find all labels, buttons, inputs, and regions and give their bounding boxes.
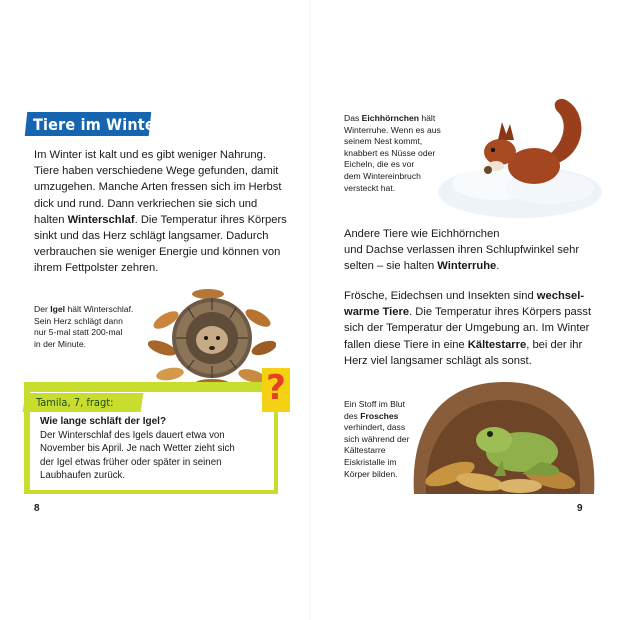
caption-line: Eicheln, die es vor: [344, 159, 415, 170]
caption-line: nur 5-mal statt 200-mal: [34, 327, 123, 338]
text-span: Der: [34, 304, 51, 314]
text-span: hält Winterschlaf.: [65, 304, 134, 314]
term-wechselwarm: wechsel-: [536, 290, 585, 302]
answer-line: Laubhaufen zurück.: [40, 470, 126, 482]
caption-line: Ein Stoff im Blut: [344, 399, 405, 409]
intro-line: [34, 212, 306, 228]
paragraph-winterruhe: [344, 226, 616, 275]
answer-line: Der Winterschlaf des Igels dauert etwa von: [40, 430, 225, 441]
text-span: Das: [344, 113, 362, 123]
hedgehog-illustration: [148, 288, 276, 388]
intro-line: verbrauchen sie weniger Energie und können von: [34, 246, 281, 259]
caption-line: sich während der: [344, 433, 410, 444]
text-span: . Die Temperatur ihres Körpers passt: [409, 306, 592, 319]
term-frosch: Frosches: [360, 410, 399, 421]
text-span: selten – sie halten: [344, 260, 438, 273]
answer-line: November bis April. Je nach Wetter zieht sich: [40, 443, 235, 455]
hedgehog-caption: [34, 304, 146, 350]
caption-line: [344, 113, 448, 125]
caption-line: [344, 411, 416, 423]
text-span: Frösche, Eidechsen und Insekten sind: [344, 290, 537, 302]
caption-line: seinem Nest kommt,: [344, 136, 423, 147]
term-winterschlaf: Winterschlaf: [67, 213, 135, 226]
caption-line: Eiskristalle im: [344, 456, 397, 467]
question-mark-icon: ?: [266, 368, 286, 408]
answer-line: der Igel etwas früher oder später in seinen: [40, 456, 222, 468]
text-line: sich der Temperatur der Umgebung an. Im Winter: [344, 322, 590, 335]
text-span: hält: [418, 113, 436, 123]
caption-line: Sein Herz schlägt dann: [34, 315, 123, 326]
text-span: , bei der ihr: [526, 338, 583, 351]
term-igel: Igel: [50, 304, 66, 314]
intro-line: Im Winter ist kalt und es gibt weniger Nahrung.: [34, 149, 266, 161]
squirrel-illustration: [438, 92, 608, 222]
caption-line: Kältestarre: [344, 445, 386, 456]
intro-line: Tiere haben verschiedene Wege gefunden, damit: [34, 165, 279, 178]
page-title: Tiere im Winter: [33, 115, 163, 134]
text-line: [344, 258, 616, 274]
intro-line: sinkt und das Herz schlägt langsamer. Dadurch: [34, 230, 269, 243]
squirrel-caption: [344, 113, 448, 194]
frog-head: [476, 427, 512, 453]
term-winterruhe: Winterruhe: [437, 260, 497, 273]
term-kaeltestarre: Kältestarre: [467, 338, 527, 351]
intro-line: ihrem Fettpolster zehren.: [34, 262, 159, 275]
intro-paragraph: [34, 147, 306, 277]
text-span: .: [496, 260, 500, 273]
term-wechselwarme-tiere: warme Tiere: [344, 306, 410, 319]
caption-line: Körper bilden.: [344, 468, 398, 479]
term-eichhoernchen: Eichhörnchen: [361, 113, 419, 123]
caption-line: in der Minute.: [34, 338, 87, 349]
text-span: halten: [34, 213, 68, 226]
paragraph-kaeltestarre: [344, 288, 616, 369]
frog-caption: [344, 399, 416, 480]
intro-line: umzugehen. Manche Arten fressen sich im Herbst: [34, 181, 282, 194]
caption-line: versteckt hat.: [344, 182, 396, 193]
intro-line: dick und rund. Dann verkriechen sie sich und: [34, 197, 258, 210]
text-span: . Die Temperatur ihres Körpers: [134, 213, 287, 226]
text-span: fallen diese Tiere in eine: [344, 338, 468, 351]
caption-line: verhindert, dass: [344, 422, 406, 433]
frog-illustration: [410, 378, 598, 494]
text-line: [344, 288, 616, 304]
quiz-answer: [40, 429, 272, 483]
caption-line: dem Wintereinbruch: [344, 170, 421, 181]
text-line: [344, 337, 616, 353]
quiz-question: Wie lange schläft der Igel?: [40, 416, 167, 427]
caption-line: knabbert es Nüsse oder: [344, 147, 436, 158]
text-line: Herz viel langsamer schlägt als sonst.: [344, 354, 532, 367]
page-number-right: 9: [577, 503, 583, 514]
text-span: des: [344, 410, 361, 421]
text-line: Andere Tiere wie Eichhörnchen: [344, 228, 500, 240]
caption-line: Winterruhe. Wenn es aus: [344, 124, 441, 135]
text-line: [344, 304, 616, 320]
squirrel-head: [484, 139, 516, 165]
page-number-left: 8: [34, 503, 40, 514]
quiz-tag: Tamila, 7, fragt:: [36, 396, 114, 409]
caption-line: [34, 304, 146, 316]
text-line: und Dachse verlassen ihren Schlupfwinkel sehr: [344, 244, 580, 257]
